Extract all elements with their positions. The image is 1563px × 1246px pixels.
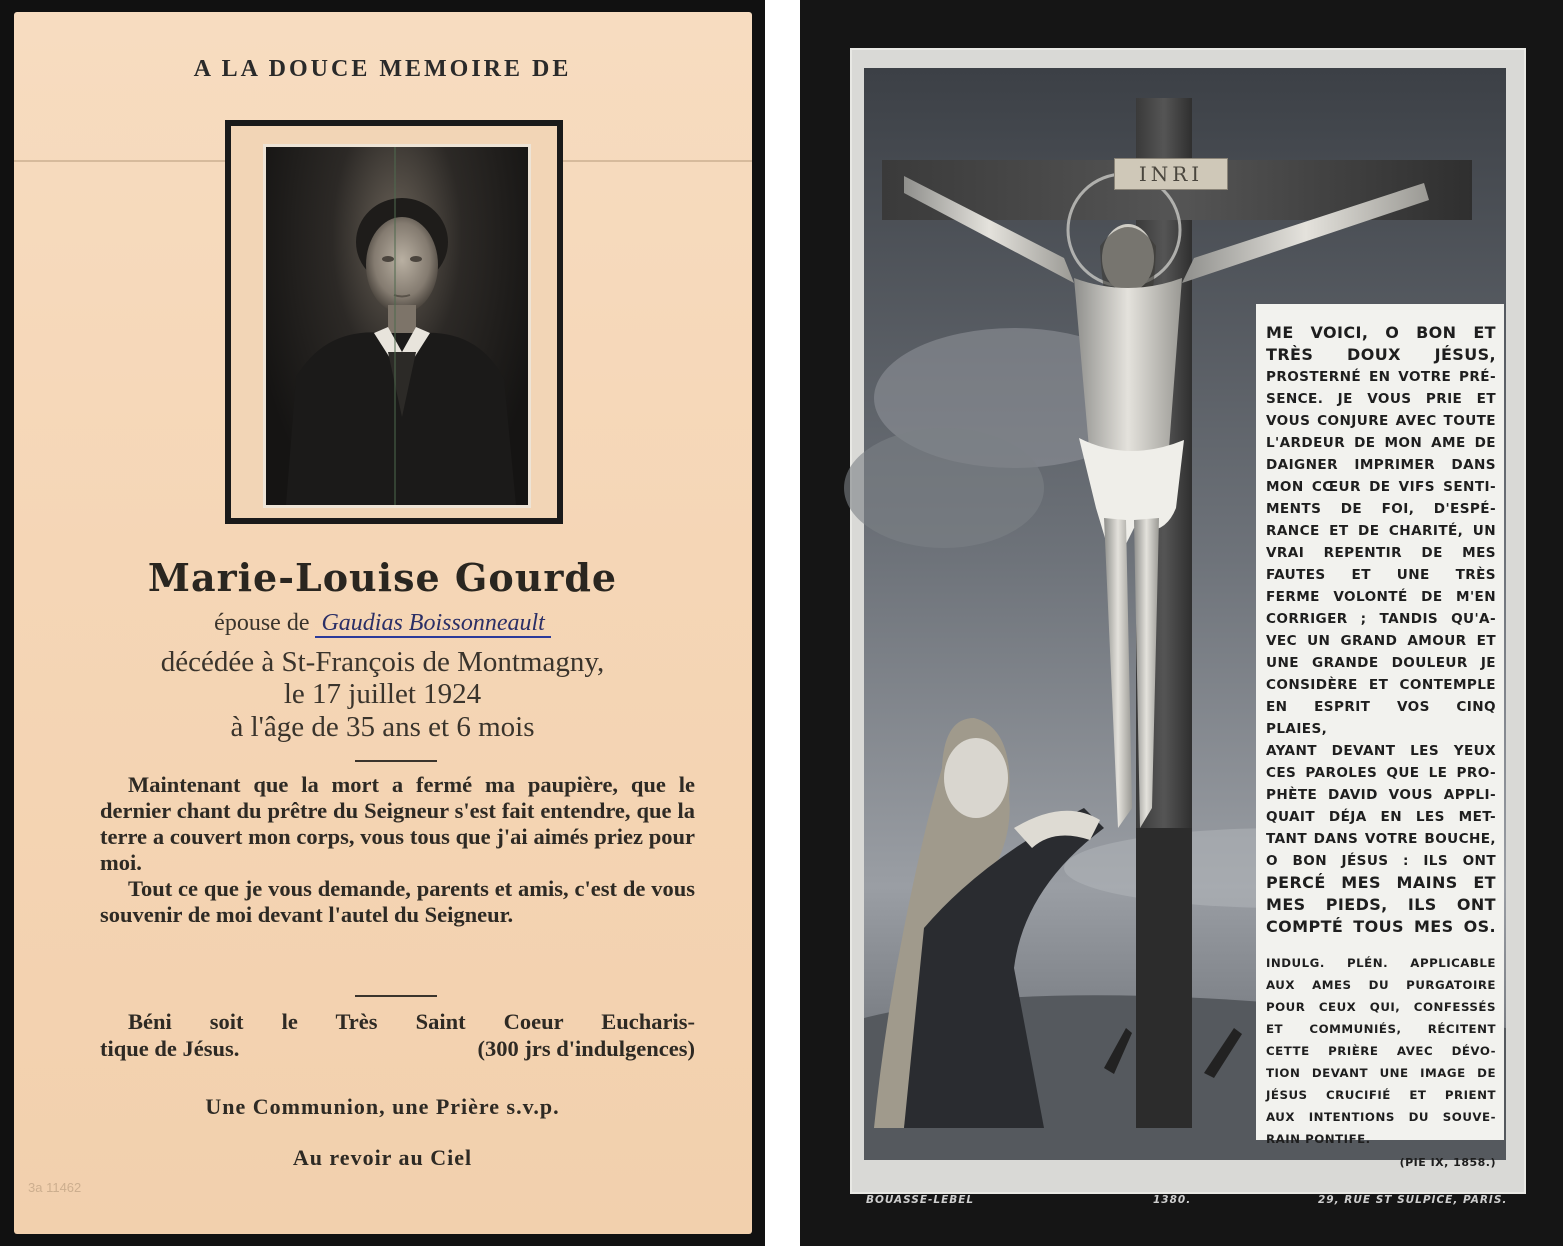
inri-plaque: INRI: [1114, 158, 1228, 190]
prayer-line: UNE GRANDE DOULEUR JE: [1266, 655, 1496, 671]
indulgence-line: INDULG. PLÉN. APPLICABLE: [1266, 956, 1496, 970]
prayer-text-box: [1256, 304, 1504, 1169]
portrait-frame: [225, 120, 563, 524]
death-date: le 17 juillet 1924: [283, 678, 482, 710]
prayer-line: DAIGNER IMPRIMER DANS: [1266, 457, 1496, 473]
prayer-line: QUAIT DÉJA EN LES MET-: [1266, 809, 1496, 825]
publisher-address: 29, RUE ST SULPICE, PARIS.: [1318, 1194, 1508, 1206]
prayer-line: TANT DANS VOTRE BOUCHE,: [1266, 831, 1496, 847]
age-at-death: à l'âge de 35 ans et 6 mois: [230, 711, 535, 743]
prayer-line: MES PIEDS, ILS ONT: [1266, 895, 1496, 914]
deceased-name: Marie-Louise Gourde: [147, 555, 618, 600]
prayer-line: SENCE. JE VOUS PRIE ET: [1266, 391, 1496, 407]
prayer-line: FAUTES ET UNE TRÈS: [1266, 567, 1496, 583]
prayer-line: VOUS CONJURE AVEC TOUTE: [1266, 413, 1496, 429]
faded-stamp: 3a 11462: [28, 1180, 82, 1195]
indulgence-line: ET COMMUNIÉS, RÉCITENT: [1266, 1022, 1496, 1036]
spouse-name-handwritten: Gaudias Boissonneault: [315, 610, 550, 638]
verse-paragraph-1: Maintenant que la mort a fermé ma paupière, que le dernier chant du prêtre du Seigneur s'est fait entendre, que la terre a couvert mon corps, vous tous que j'ai aimés priez pour moi.: [100, 772, 695, 875]
indulgence-line: POUR CEUX QUI, CONFESSÉS: [1266, 1000, 1496, 1014]
prayer-line: PERCÉ MES MAINS ET: [1266, 873, 1496, 892]
indulgence-line: CETTE PRIÈRE AVEC DÉVO-: [1266, 1044, 1496, 1058]
prayer-line: O BON JÉSUS : ILS ONT: [1266, 853, 1496, 869]
verse-paragraph-2: Tout ce que je vous demande, parents et amis, c'est de vous souvenir de moi devant l'autel du Seigneur.: [100, 876, 695, 927]
benediction-line-1: Béni soit le Très Saint Coeur Eucharis-: [128, 1009, 695, 1034]
prayer-line: FERME VOLONTÉ DE M'EN: [1266, 589, 1496, 605]
portrait-photo: [263, 144, 531, 508]
spouse-line: [0, 610, 765, 637]
prayer-line: CES PAROLES QUE LE PRO-: [1266, 765, 1496, 781]
indulgence-days: (300 jrs d'indulgences): [477, 1036, 695, 1061]
memorial-card-front: [0, 0, 765, 1246]
prayer-line: CONSIDÈRE ET CONTEMPLE: [1266, 677, 1496, 693]
prayer-line: AYANT DEVANT LES YEUX: [1266, 743, 1496, 759]
indulgence-line: RAIN PONTIFE.: [1266, 1132, 1371, 1146]
prayer-line: PHÈTE DAVID VOUS APPLI-: [1266, 787, 1496, 803]
prayer-line: EN ESPRIT VOS CINQ PLAIES,: [1266, 699, 1496, 737]
memorial-verse: [100, 772, 695, 928]
indulgence-line: TION DEVANT UNE IMAGE DE: [1266, 1066, 1496, 1080]
card-back-border: [850, 48, 1526, 1194]
death-place: décédée à St-François de Montmagny,: [160, 646, 605, 678]
prayer-line: RANCE ET DE CHARITÉ, UN: [1266, 523, 1496, 539]
benediction-line-2: [100, 1035, 695, 1062]
prayer-text: [1266, 322, 1496, 938]
prayer-request: Une Communion, une Prière s.v.p.: [205, 1094, 560, 1119]
crucifixion-engraving: [864, 68, 1506, 1169]
benediction: [100, 1008, 695, 1062]
indulgence-note: [1266, 952, 1496, 1174]
prayer-line: CORRIGER ; TANDIS QU'A-: [1266, 611, 1496, 627]
prayer-line: VRAI REPENTIR DE MES: [1266, 545, 1496, 561]
memorial-card-back: [800, 0, 1563, 1246]
memorial-heading: A LA DOUCE MEMOIRE DE: [193, 56, 572, 82]
prayer-line: COMPTÉ TOUS MES OS.: [1266, 917, 1496, 936]
prayer-line: TRÈS DOUX JÉSUS,: [1266, 345, 1496, 364]
indulgence-line: AUX AMES DU PURGATOIRE: [1266, 978, 1496, 992]
publisher-name: BOUASSE-LEBEL: [866, 1194, 975, 1206]
benediction-line-2-left: tique de Jésus.: [100, 1036, 240, 1061]
prayer-line: ME VOICI, O BON ET: [1266, 323, 1496, 342]
prayer-line: MON CŒUR DE VIFS SENTI-: [1266, 479, 1496, 495]
papal-reference: (PIE IX, 1858.): [1399, 1156, 1496, 1169]
farewell: Au revoir au Ciel: [292, 1145, 473, 1170]
print-number: 1380.: [1153, 1194, 1192, 1206]
spouse-prefix: épouse de: [214, 610, 310, 636]
indulgence-line: JÉSUS CRUCIFIÉ ET PRIENT: [1266, 1088, 1496, 1102]
prayer-line: MENTS DE FOI, D'ESPÉ-: [1266, 501, 1496, 517]
prayer-line: VEC UN GRAND AMOUR ET: [1266, 633, 1496, 649]
prayer-line: L'ARDEUR DE MON AME DE: [1266, 435, 1496, 451]
divider-top: [355, 760, 437, 762]
prayer-line: PROSTERNÉ EN VOTRE PRÉ-: [1266, 369, 1496, 385]
divider-bottom: [355, 995, 437, 997]
indulgence-line: AUX INTENTIONS DU SOUVE-: [1266, 1110, 1496, 1124]
